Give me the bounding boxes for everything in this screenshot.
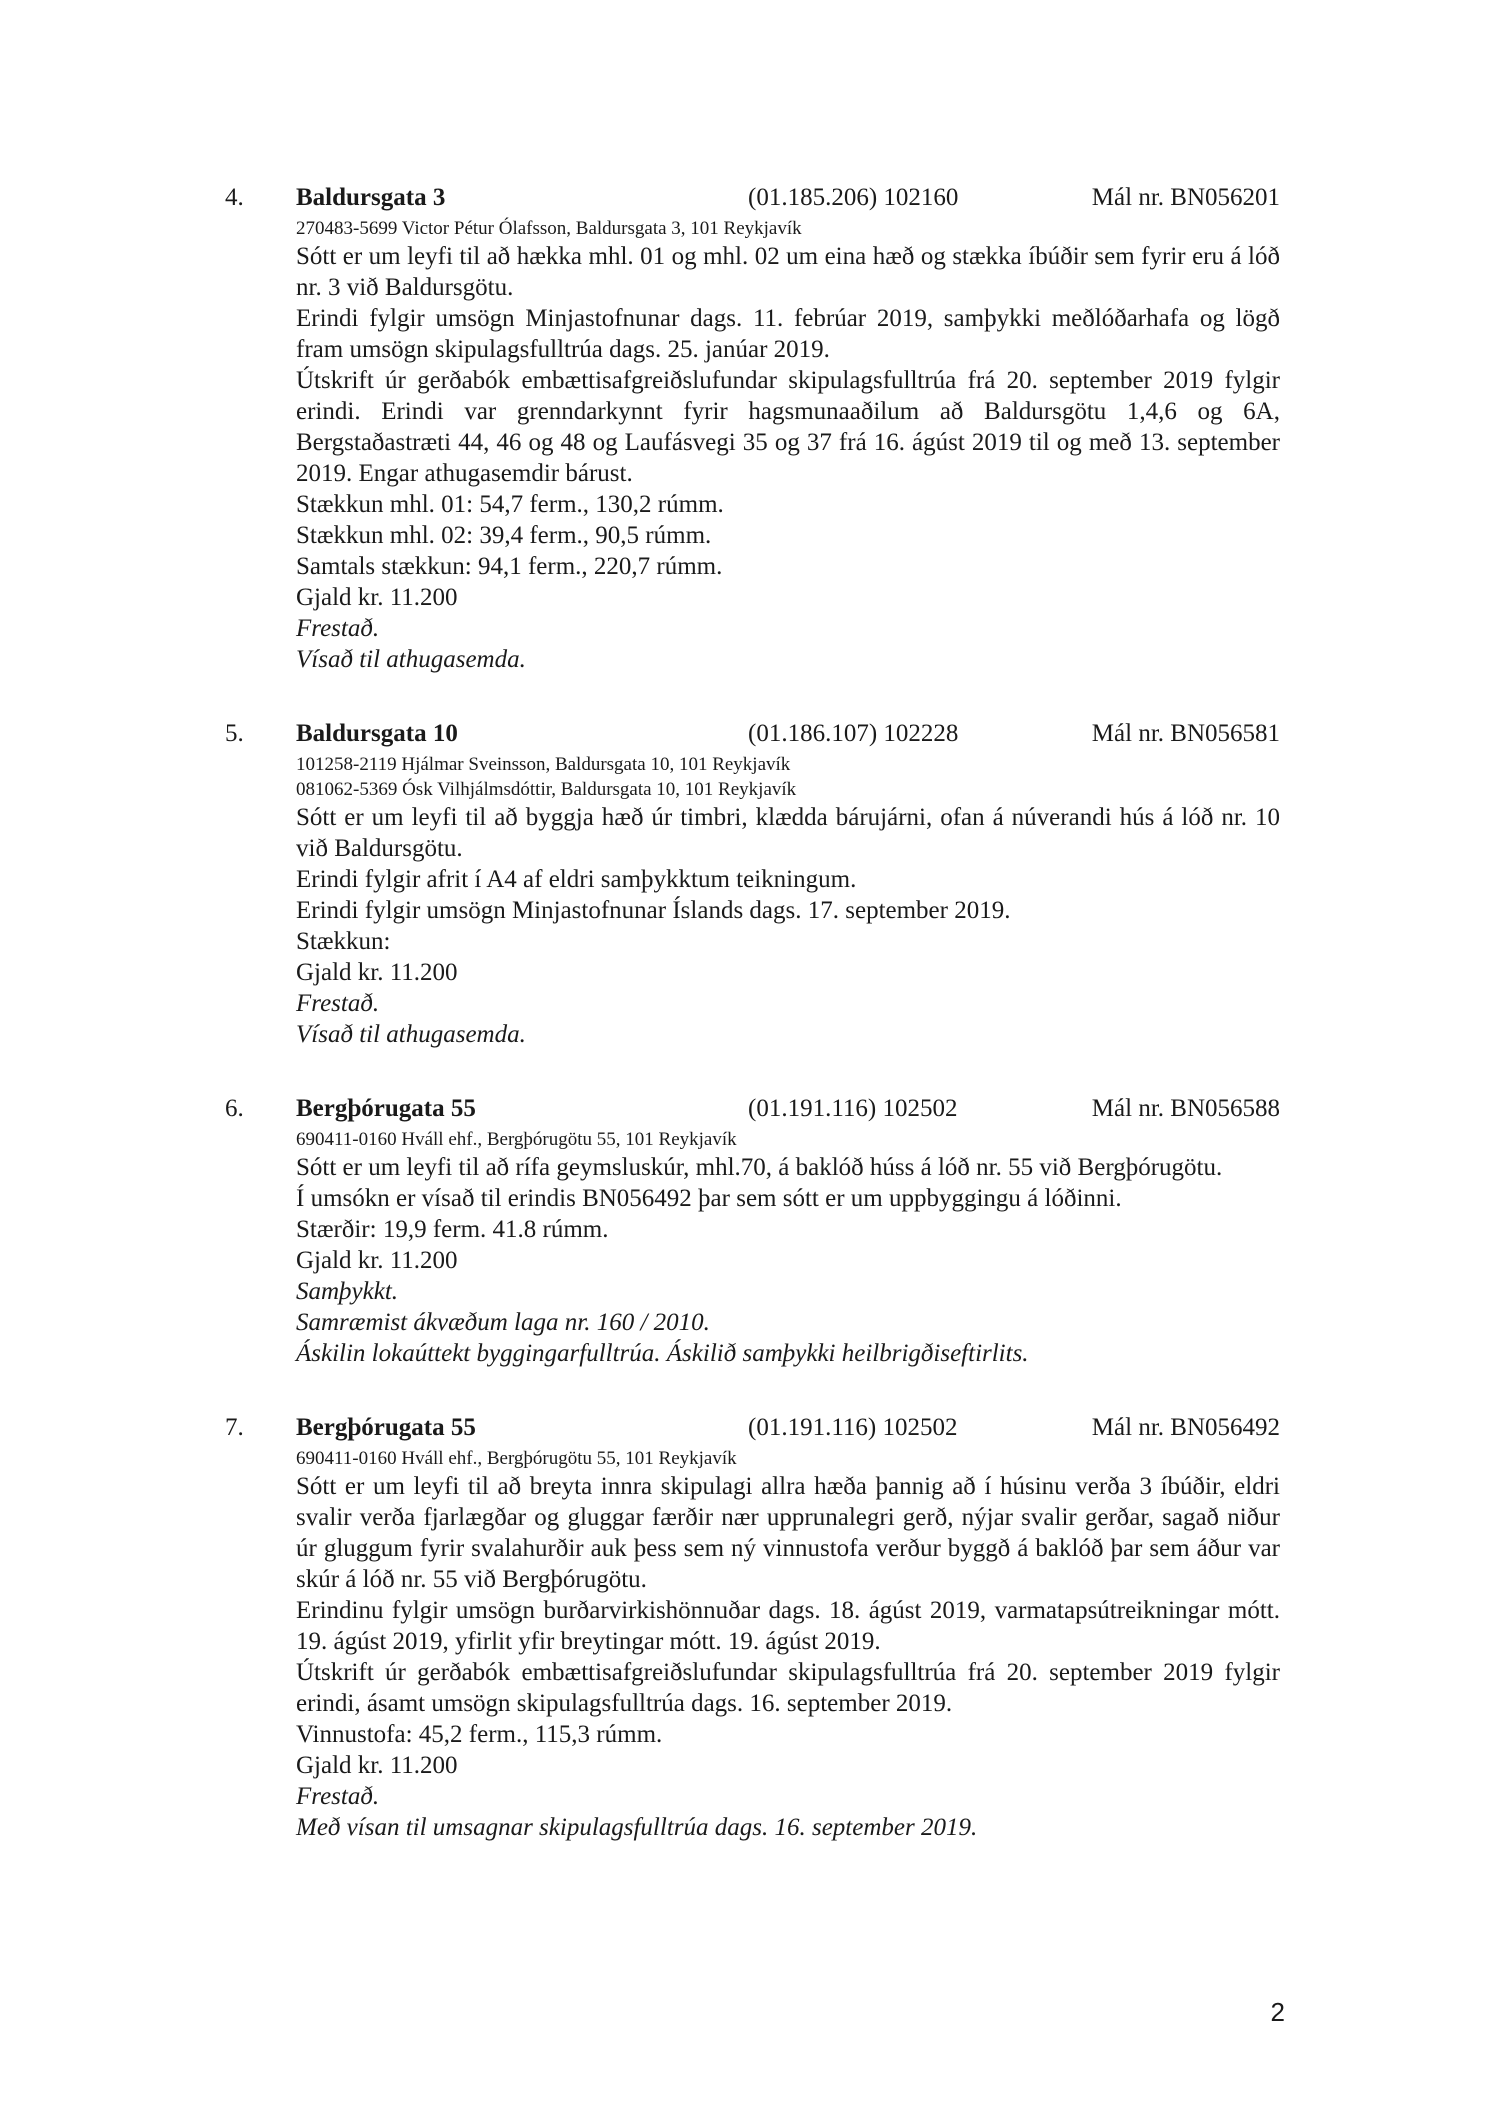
case-number: 5. [225,720,244,747]
applicant-line: 081062-5369 Ósk Vilhjálmsdóttir, Baldursgata 10, 101 Reykjavík [296,779,797,800]
case-number: 7. [225,1414,244,1441]
case-entry [225,180,1280,675]
case-details [296,216,1280,675]
property-reference: (01.191.116) 102502 [748,1095,958,1122]
case-id: Mál nr. BN056201 [1091,184,1280,211]
case-header [225,716,1280,752]
document-body [225,180,1280,1884]
applicant-line: 270483-5699 Victor Pétur Ólafsson, Baldursgata 3, 101 Reykjavík [296,218,802,239]
page-number: 2 [1270,1997,1285,2027]
case-id: Mál nr. BN056588 [1091,1095,1280,1122]
applicant-line: 101258-2119 Hjálmar Sveinsson, Baldursgata 10, 101 Reykjavík [296,754,791,775]
case-details [296,1127,1280,1369]
case-text: Sótt er um leyfi til að hækka mhl. 01 og mhl. 02 um eina hæð og stækka íbúðir sem fyrir eru á lóð nr. 3 við Baldursgötu. [296,243,1280,301]
case-details [296,752,1280,1050]
case-text: Stækkun mhl. 02: 39,4 ferm., 90,5 rúmm. [296,522,712,549]
case-text: Stærðir: 19,9 ferm. 41.8 rúmm. [296,1216,609,1243]
decision-text: Áskilin lokaúttekt byggingarfulltrúa. Áskilið samþykki heilbrigðiseftirlits. [296,1340,1029,1367]
case-id: Mál nr. BN056581 [1091,720,1280,747]
property-reference: (01.185.206) 102160 [748,184,959,211]
decision-text: Frestað. [296,615,380,642]
case-text: Stækkun: [296,928,391,955]
case-text: Erindi fylgir umsögn Minjastofnunar Íslands dags. 17. september 2019. [296,897,1011,924]
case-entry [225,716,1280,1050]
decision-text: Samræmist ákvæðum laga nr. 160 / 2010. [296,1309,710,1336]
case-header [225,180,1280,216]
case-text: Sótt er um leyfi til að breyta innra skipulagi allra hæða þannig að í húsinu verða 3 íbúðir, eldri svalir verða fjarlægðar og gluggar færðir nær upprunalegri gerð, nýjar svalir gerðar, sagað niður úr gluggum fyrir svalahurðir auk þess sem ný vinnustofa verður byggð á baklóð þar sem áður var skúr á lóð nr. 55 við Bergþórugötu. [296,1473,1280,1593]
case-number: 6. [225,1095,244,1122]
case-text: Sótt er um leyfi til að rífa geymsluskúr, mhl.70, á baklóð húss á lóð nr. 55 við Bergþórugötu. [296,1154,1223,1181]
decision-text: Vísað til athugasemda. [296,1021,526,1048]
case-text: Erindi fylgir umsögn Minjastofnunar dags. 11. febrúar 2019, samþykki meðlóðarhafa og lögð fram umsögn skipulagsfulltrúa dags. 25. janúar 2019. [296,305,1280,363]
case-text: Erindi fylgir afrit í A4 af eldri samþykktum teikningum. [296,866,857,893]
case-text: Útskrift úr gerðabók embættisafgreiðslufundar skipulagsfulltrúa frá 20. september 2019 fylgir erindi. Erindi var grenndarkynnt fyrir hagsmunaaðilum að Baldursgötu 1,4,6 og 6A, Bergstaðastræti 44, 46 og 48 og Laufásvegi 35 og 37 frá 16. ágúst 2019 til og með 13. september 2019. Engar athugasemdir bárust. [296,367,1280,487]
case-text: Vinnustofa: 45,2 ferm., 115,3 rúmm. [296,1721,663,1748]
case-entry [225,1410,1280,1843]
case-text: Gjald kr. 11.200 [296,959,458,986]
case-number: 4. [225,184,244,211]
case-text: Erindinu fylgir umsögn burðarvirkishönnuðar dags. 18. ágúst 2019, varmatapsútreikningar mótt. 19. ágúst 2019, yfirlit yfir breytingar mótt. 19. ágúst 2019. [296,1597,1280,1655]
case-address: Baldursgata 10 [296,720,458,747]
case-text: Samtals stækkun: 94,1 ferm., 220,7 rúmm. [296,553,723,580]
applicant-line: 690411-0160 Hváll ehf., Bergþórugötu 55, 101 Reykjavík [296,1129,737,1150]
case-address: Bergþórugata 55 [296,1414,476,1441]
case-details [296,1446,1280,1843]
case-entry [225,1091,1280,1369]
case-address: Bergþórugata 55 [296,1095,476,1122]
property-reference: (01.186.107) 102228 [748,720,959,747]
decision-text: Frestað. [296,990,380,1017]
case-text: Gjald kr. 11.200 [296,584,458,611]
applicant-line: 690411-0160 Hváll ehf., Bergþórugötu 55, 101 Reykjavík [296,1448,737,1469]
case-text: Gjald kr. 11.200 [296,1752,458,1779]
case-text: Útskrift úr gerðabók embættisafgreiðslufundar skipulagsfulltrúa frá 20. september 2019 fylgir erindi, ásamt umsögn skipulagsfulltrúa dags. 16. september 2019. [296,1659,1280,1717]
case-text: Sótt er um leyfi til að byggja hæð úr timbri, klædda bárujárni, ofan á núverandi hús á lóð nr. 10 við Baldursgötu. [296,804,1280,862]
case-id: Mál nr. BN056492 [1091,1414,1280,1441]
case-text: Gjald kr. 11.200 [296,1247,458,1274]
case-text: Í umsókn er vísað til erindis BN056492 þar sem sótt er um uppbyggingu á lóðinni. [296,1185,1122,1212]
decision-text: Með vísan til umsagnar skipulagsfulltrúa dags. 16. september 2019. [296,1814,978,1841]
decision-text: Vísað til athugasemda. [296,646,526,673]
decision-text: Samþykkt. [296,1278,399,1305]
case-header [225,1410,1280,1446]
case-address: Baldursgata 3 [296,184,446,211]
case-text: Stækkun mhl. 01: 54,7 ferm., 130,2 rúmm. [296,491,724,518]
property-reference: (01.191.116) 102502 [748,1414,958,1441]
decision-text: Frestað. [296,1783,380,1810]
case-header [225,1091,1280,1127]
